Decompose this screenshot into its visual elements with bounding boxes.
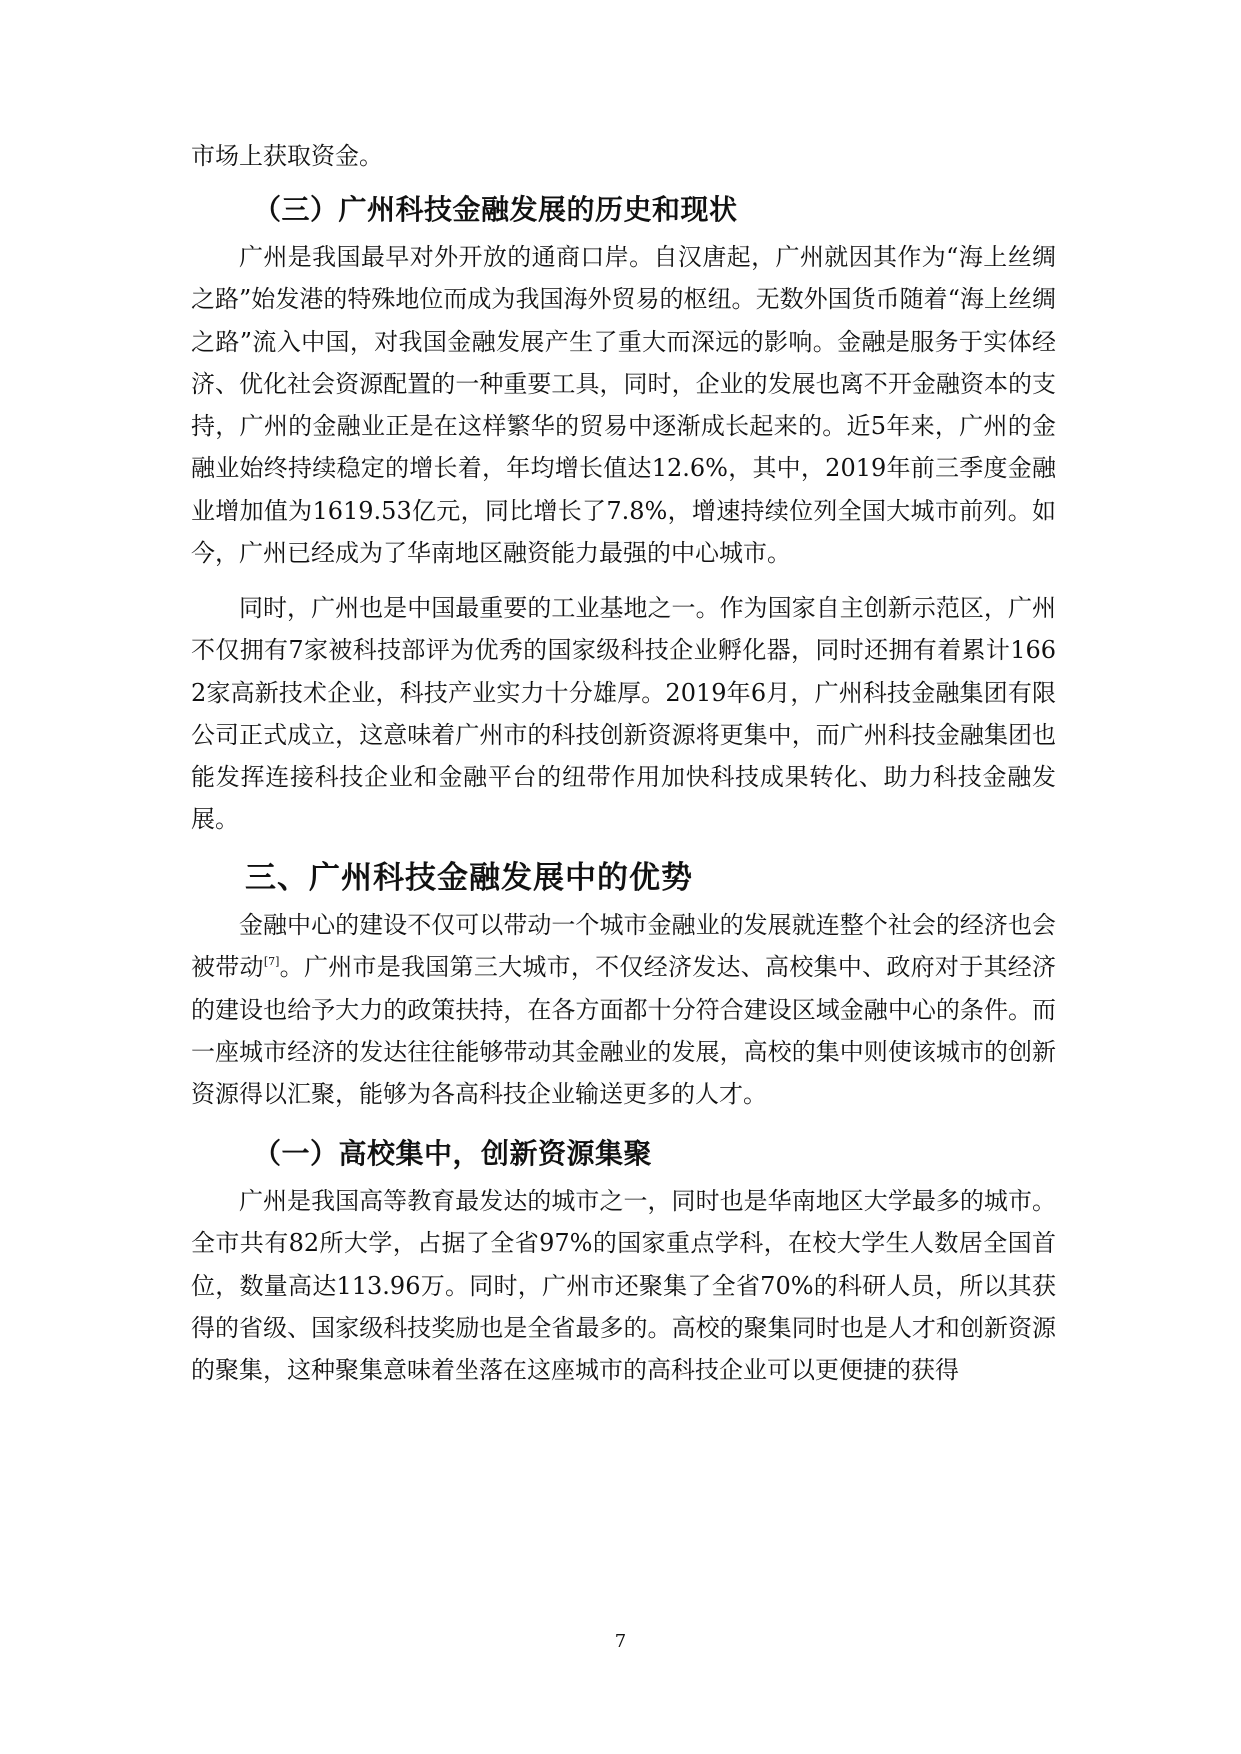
- page-number: 7: [614, 1631, 627, 1652]
- history-paragraph-2: 同时，广州也是中国最重要的工业基地之一。作为国家自主创新示范区，广州不仅拥有7家被科技部评为优秀的国家级科技企业孵化器，同时还拥有着累计1662家高新技术企业，科技产业实力十分雄厚。2019年6月，广州科技金融集团有限公司正式成立，这意味着广州市的科技创新资源将更集中，而广州科技金融集团也能发挥连接科技企业和金融平台的纽带作用加快科技成果转化、助力科技金融发展。: [191, 594, 1056, 834]
- advantages-paragraph-1: [191, 904, 1056, 1115]
- advantages-paragraph-1-part-a: 金融中心的建设不仅可以带动一个城市金融业的发展就连整个社会的经济也会被带动: [191, 911, 1056, 982]
- history-paragraph-1: 广州是我国最早对外开放的通商口岸。自汉唐起，广州就因其作为“海上丝绸之路”始发港的特殊地位而成为我国海外贸易的枢纽。无数外国货币随着“海上丝绸之路”流入中国，对我国金融发展产生了重大而深远的影响。金融是服务于实体经济、优化社会资源配置的一种重要工具，同时，企业的发展也离不开金融资本的支持，广州的金融业正是在这样繁华的贸易中逐渐成长起来的。近5年来，广州的金融业始终持续稳定的增长着，年均增长值达12.6%，其中，2019年前三季度金融业增加值为1619.53亿元，同比增长了7.8%，增速持续位列全国大城市前列。如今，广州已经成为了华南地区融资能力最强的中心城市。: [191, 243, 1056, 568]
- section-3-sub-heading: （三）广州科技金融发展的历史和现状: [253, 193, 738, 226]
- continuation-paragraph: 市场上获取资金。: [191, 142, 383, 170]
- section-main-heading: 三、广州科技金融发展中的优势: [245, 860, 693, 896]
- advantages-paragraph-1-part-b: 。广州市是我国第三大城市，不仅经济发达、高校集中、政府对于其经济的建设也给予大力的政策扶持，在各方面都十分符合建设区域金融中心的条件。而一座城市经济的发达往往能够带动其金融业的发展，高校的集中则使该城市的创新资源得以汇聚，能够为各高科技企业输送更多的人才。: [191, 953, 1057, 1109]
- universities-paragraph: 广州是我国高等教育最发达的城市之一，同时也是华南地区大学最多的城市。全市共有82所大学，占据了全省97%的国家重点学科，在校大学生人数居全国首位，数量高达113.96万。同时，广州市还聚集了全省70%的科研人员，所以其获得的省级、国家级科技奖励也是全省最多的。高校的聚集同时也是人才和创新资源的聚集，这种聚集意味着坐落在这座城市的高科技企业可以更便捷的获得: [191, 1187, 1056, 1385]
- subsection-1-heading: （一）高校集中，创新资源集聚: [253, 1137, 653, 1170]
- citation-reference: [7]: [263, 955, 280, 969]
